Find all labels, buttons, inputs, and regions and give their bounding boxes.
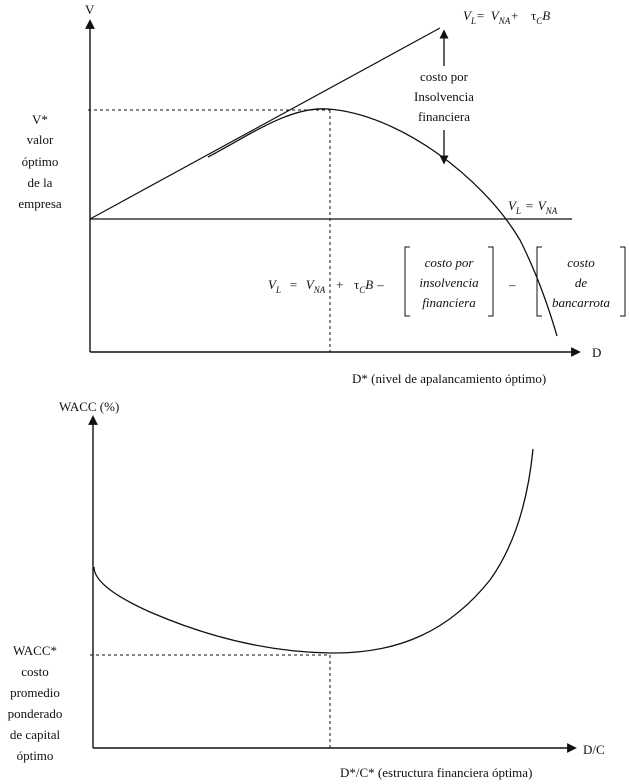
svg-text:ponderado: ponderado — [7, 706, 63, 721]
svg-text:óptimo: óptimo — [16, 748, 54, 763]
svg-text:insolvencia: insolvencia — [419, 275, 479, 290]
svg-text:V*: V* — [32, 112, 48, 127]
svg-text:costo por: costo por — [419, 69, 469, 84]
top-y-axis-label: V — [85, 2, 95, 17]
bottom-y-axis-label: WACC (%) — [59, 399, 120, 414]
svg-text:de capital: de capital — [9, 727, 61, 742]
insolvency-cost-note — [414, 69, 474, 124]
firm-value-curve — [208, 109, 557, 336]
top-x-axis-label: D — [592, 345, 602, 360]
bottom-x-axis-label: D/C — [583, 742, 605, 757]
svg-text:VL=VNA+τCB–: $V_L = V_{NA} + \tau_CB$ – — [268, 277, 384, 295]
svg-text:óptimo: óptimo — [21, 154, 59, 169]
svg-text:costo: costo — [567, 255, 595, 270]
dc-star-label: D*/C* (estructura financiera óptima) — [340, 765, 533, 780]
svg-text:promedio: promedio — [10, 685, 60, 700]
svg-text:valor: valor — [26, 132, 54, 147]
svg-text:financiera: financiera — [418, 109, 470, 124]
svg-text:Insolvencia: Insolvencia — [414, 89, 474, 104]
svg-text:de: de — [574, 275, 588, 290]
wacc-curve — [94, 449, 533, 653]
svg-text:empresa: empresa — [18, 196, 62, 211]
wacc-star-label — [8, 643, 63, 763]
top-panel — [18, 2, 625, 386]
bottom-panel — [8, 399, 605, 780]
svg-text:WACC*: WACC* — [12, 643, 58, 658]
unlevered-line-label: $V_L = V_{NA}$ — [508, 198, 558, 216]
value-formula — [268, 247, 625, 316]
svg-text:bancarrota: bancarrota — [551, 295, 611, 310]
svg-text:–: – — [509, 277, 516, 292]
svg-text:financiera: financiera — [422, 295, 476, 310]
svg-text:de la: de la — [27, 175, 53, 190]
dstar-label: D* (nivel de apalancamiento óptimo) — [352, 371, 547, 386]
svg-text:costo por: costo por — [424, 255, 474, 270]
vstar-label — [18, 112, 62, 211]
levered-value-line — [90, 28, 440, 219]
svg-text:costo: costo — [21, 664, 49, 679]
levered-line-label: $V_L= V_{NA}+ \tau_CB$ — [463, 8, 551, 26]
